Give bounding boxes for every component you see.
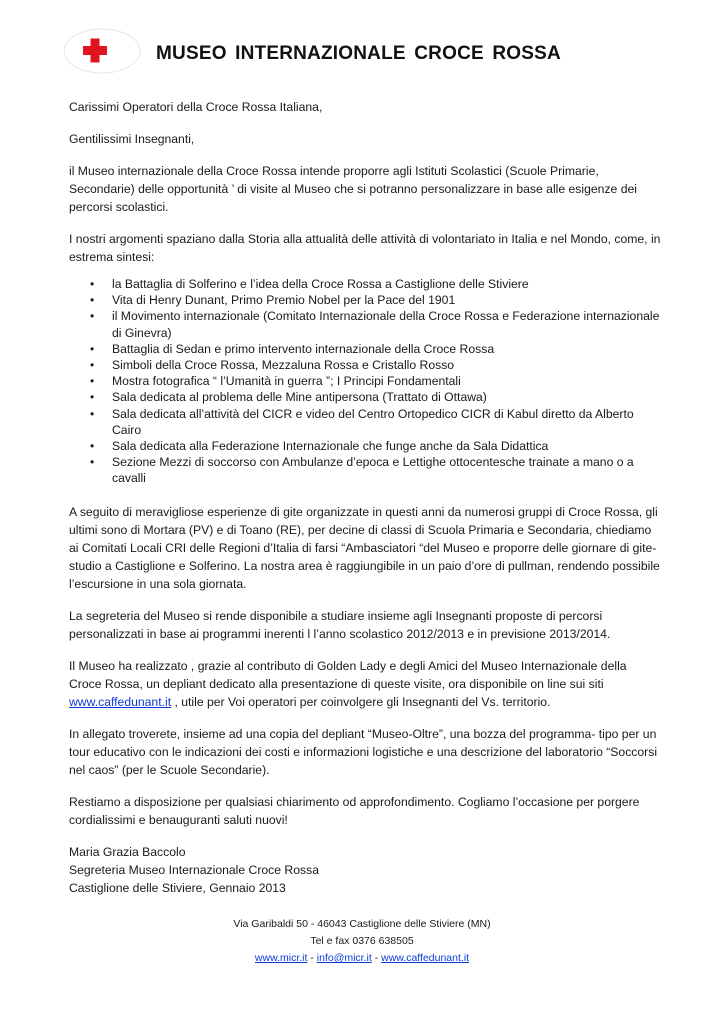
caffedunant-footer-link[interactable]: www.caffedunant.it — [381, 952, 470, 964]
footer — [0, 916, 724, 967]
list-item: • Sezione Mezzi di soccorso con Ambulanze d’epoca e Lettighe ottocentesche trainate a mano o a cavalli — [90, 455, 634, 486]
footer-separator: - — [307, 952, 317, 964]
list-item: • la Battaglia di Solferino e l’idea della Croce Rossa a Castiglione delle Stiviere — [90, 277, 529, 291]
bullet-icon: • — [90, 390, 95, 405]
museum-title: MUSEO INTERNAZIONALE CROCE ROSSA — [156, 43, 561, 64]
footer-links — [0, 950, 724, 967]
topics-list — [69, 276, 661, 487]
paragraph-attachment: In allegato troverete, insieme ad una copia del depliant “Museo-Oltre”, una bozza del programma- tipo per un tour educativo con le indicazioni dei costi e informazioni logistiche e una descrizione del laboratorio “Soccorsi nel caos” (per le Scuole Secondarie). — [69, 726, 658, 777]
bullet-icon: • — [90, 277, 95, 291]
paragraph-intro: il Museo internazionale della Croce Rossa intende proporre agli Istituti Scolastici (Scuole Primarie, Secondarie) delle opportunità ’ di visite al Museo che si potranno personalizzare in base alle esigenze dei percorsi scolastici. — [69, 164, 637, 214]
bullet-icon: • — [90, 341, 95, 356]
signature-place-date: Castiglione delle Stiviere, Gennaio 2013 — [69, 880, 286, 895]
list-item: • Sala dedicata all’attività del CICR e video del Centro Ortopedico CICR di Kabul diretto da Alberto Cairo — [90, 406, 634, 437]
footer-separator: - — [371, 952, 382, 964]
footer-phone: Tel e fax 0376 638505 — [310, 935, 414, 947]
paragraph-topics-intro: I nostri argomenti spaziano dalla Storia alla attualità delle attività di volontariato in Italia e nel Mondo, come, in estrema sintesi: — [69, 232, 661, 264]
paragraph-secretariat: La segreteria del Museo si rende disponibile a studiare insieme agli Insegnanti proposte di percorsi personalizzati in base ai programmi inerenti l l’anno scolastico 2012/2013 e in previsione 2013/2014. — [69, 608, 611, 641]
caffedunant-link[interactable]: www.caffedunant.it — [69, 694, 172, 709]
salutation-teachers: Gentilissimi Insegnanti, — [69, 132, 195, 146]
salutation-operators: Carissimi Operatori della Croce Rossa Italiana, — [69, 100, 323, 114]
letter-body — [69, 98, 661, 897]
list-item: • Battaglia di Sedan e primo intervento internazionale della Croce Rossa — [90, 341, 495, 356]
bullet-icon: • — [90, 309, 95, 324]
list-item: • il Movimento internazionale (Comitato Internazionale della Croce Rossa e Federazione internazionale di Ginevra) — [90, 309, 660, 340]
letterhead — [64, 28, 664, 76]
bullet-icon: • — [90, 358, 95, 373]
list-item: • Sala dedicata alla Federazione Internazionale che funge anche da Sala Didattica — [90, 439, 549, 454]
bullet-icon: • — [90, 439, 95, 454]
signature-name: Maria Grazia Baccolo — [69, 844, 186, 859]
bullet-icon: • — [90, 455, 95, 470]
micr-link[interactable]: www.micr.it — [254, 952, 308, 964]
signature-block — [69, 843, 661, 897]
signature-role: Segreteria Museo Internazionale Croce Rossa — [69, 862, 319, 877]
email-link[interactable]: info@micr.it — [316, 952, 372, 964]
red-cross-red-crescent-logo-icon — [64, 28, 142, 74]
list-item: • Mostra fotografica “ l’Umanità in guerra ”; I Principi Fondamentali — [90, 374, 461, 389]
footer-address: Via Garibaldi 50 - 46043 Castiglione delle Stiviere (MN) — [233, 918, 491, 930]
list-item: • Vita di Henry Dunant, Primo Premio Nobel per la Pace del 1901 — [90, 293, 456, 308]
paragraph-trips: A seguito di meravigliose esperienze di gite organizzate in questi anni da numerosi gruppi di Croce Rossa, gli ultimi sono di Mortara (PV) e di Toano (RE), per decine di classi di Scuola Primaria e Secondaria, chiediamo ai Comitati Locali CRI delle Regioni d’Italia di farsi “Ambasciatori “del Museo e proporre delle giornare di gite-studio a Castiglione e Solferino. La nostra area è raggiungibile in un paio d’ore di pullman, rendendo possibile l’escursione in una sola giornata. — [69, 504, 660, 591]
list-item: • Sala dedicata al problema delle Mine antipersona (Trattato di Ottawa) — [90, 390, 487, 405]
paragraph-depliant: Il Museo ha realizzato , grazie al contributo di Golden Lady e degli Amici del Museo Internazionale della Croce Rossa, un depliant dedicato alla presentazione di queste visite, ora disponibile on line sui siti www.caffedunant.it , utile per Voi operatori per coinvolgere gli Insegnanti del Vs. territorio. — [69, 658, 627, 709]
bullet-icon: • — [90, 406, 95, 421]
paragraph-closing: Restiamo a disposizione per qualsiasi chiarimento od approfondimento. Cogliamo l’occasione per porgere cordialissimi e benauguranti saluti nuovi! — [69, 794, 640, 827]
list-item: • Simboli della Croce Rossa, Mezzaluna Rossa e Cristallo Rosso — [90, 358, 455, 373]
bullet-icon: • — [90, 374, 95, 389]
bullet-icon: • — [90, 293, 95, 308]
